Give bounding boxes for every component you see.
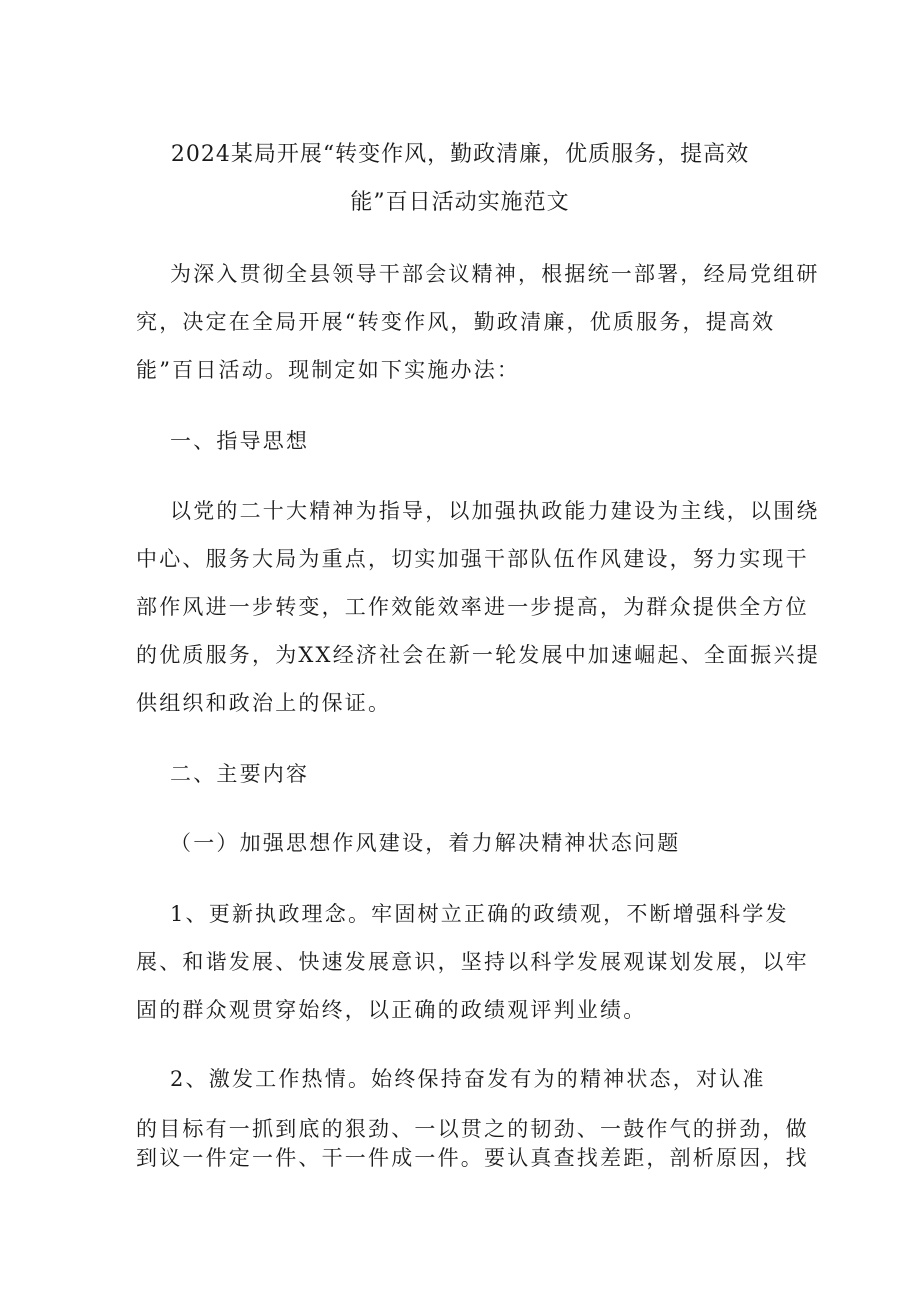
section-1-line-4: 的优质服务，为XX经济社会在新一轮发展中加速崛起、全面振兴提 [136, 643, 820, 667]
section-2-heading: 二、主要内容 [170, 762, 310, 786]
section-1-heading: 一、指导思想 [170, 429, 310, 453]
document-title-line-2: 能”百日活动实施范文 [350, 190, 570, 215]
intro-line-2: 究，决定在全局开展“转变作风，勤政清廉，优质服务，提高效 [136, 310, 776, 334]
item-1-line-1: 1、更新执政理念。牢固树立正确的政绩观，不断增强科学发 [170, 902, 789, 926]
intro-line-1: 为深入贯彻全县领导干部会议精神，根据统一部署，经局党组研 [170, 262, 820, 286]
section-1-line-1: 以党的二十大精神为指导，以加强执政能力建设为主线，以围绕 [170, 499, 820, 523]
item-2-line-1: 2、激发工作热情。始终保持奋发有为的精神状态，对认准 [170, 1067, 766, 1091]
section-1-line-5: 供组织和政治上的保证。 [136, 691, 392, 715]
subsection-1-heading: （一）加强思想作风建设，着力解决精神状态问题 [170, 831, 681, 855]
item-2-line-2: 的目标有一抓到底的狠劲、一以贯之的韧劲、一鼓作气的拼劲，做 [136, 1117, 809, 1141]
item-1-line-3: 固的群众观贯穿始终，以正确的政绩观评判业绩。 [136, 998, 647, 1022]
item-1-line-2: 展、和谐发展、快速发展意识，坚持以科学发展观谋划发展，以牢 [136, 950, 809, 974]
section-1-line-3: 部作风进一步转变，工作效能效率进一步提高，为群众提供全方位 [136, 595, 809, 619]
section-1-line-2: 中心、服务大局为重点，切实加强干部队伍作风建设，努力实现干 [136, 547, 809, 571]
intro-line-3: 能”百日活动。现制定如下实施办法： [136, 358, 521, 382]
document-title-line-1: 2024某局开展“转变作风，勤政清廉，优质服务，提高效 [170, 142, 750, 167]
item-2-line-3: 到议一件定一件、干一件成一件。要认真查找差距，剖析原因，找 [136, 1146, 809, 1170]
